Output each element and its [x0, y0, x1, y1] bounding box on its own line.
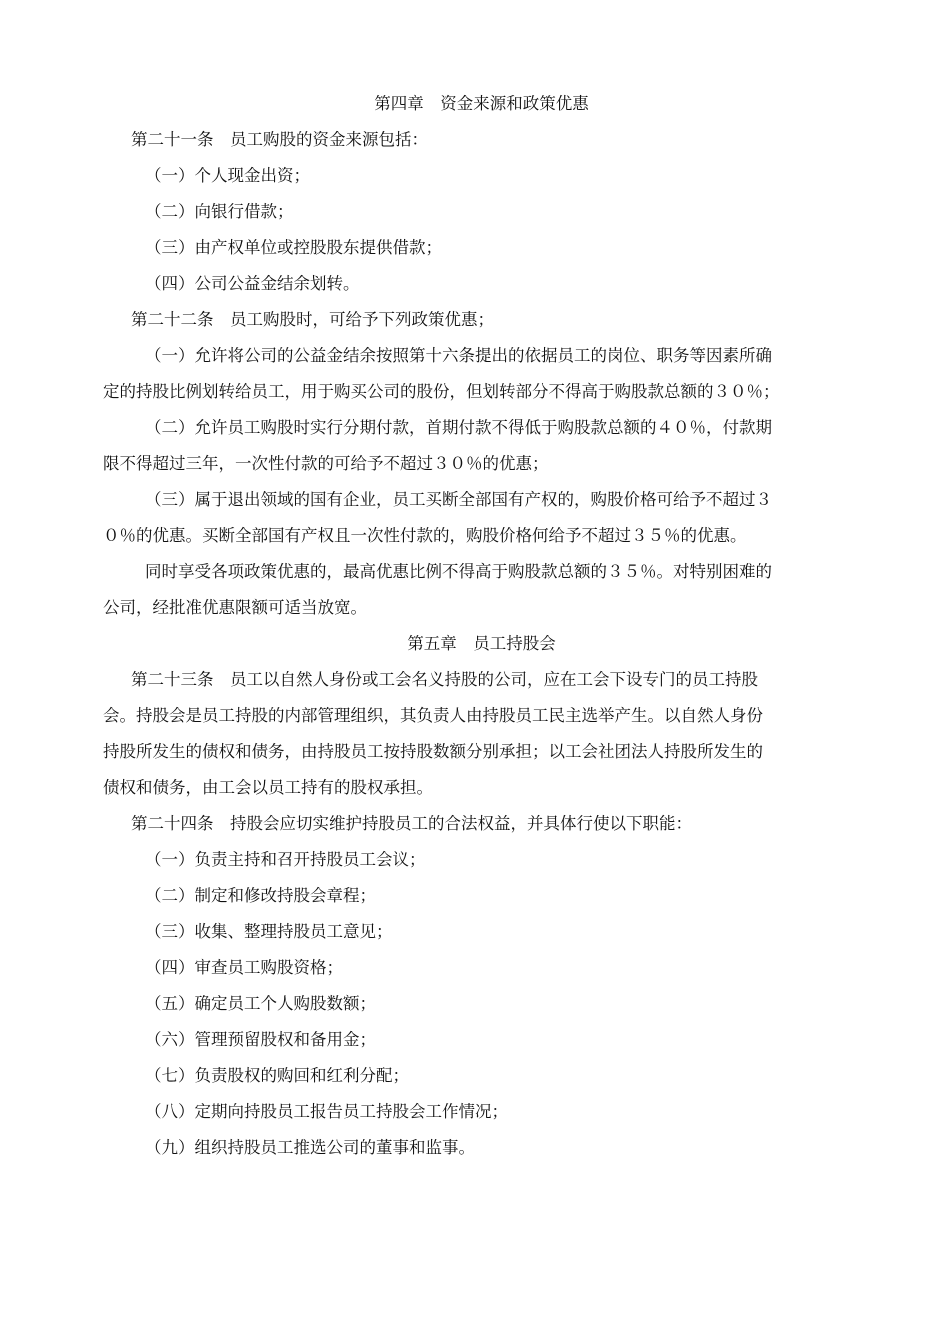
article-22-clause-3-line-2: ０％的优惠。买断全部国有产权且一次性付款的，购股价格何给予不超过３５％的优惠。	[103, 526, 747, 545]
article-22-clause-1-line-2: 定的持股比例划转给员工，用于购买公司的股份，但划转部分不得高于购股款总额的３０％；	[103, 382, 780, 401]
article-22-note-line-2: 公司，经批准优惠限额可适当放宽。	[103, 598, 367, 617]
article-23-line-2: 会。持股会是员工持股的内部管理组织，其负责人由持股员工民主选举产生。以自然人身份	[103, 706, 763, 725]
article-24-item-9: （九）组织持股员工推选公司的董事和监事。	[145, 1138, 475, 1157]
article-24-item-4: （四）审查员工购股资格；	[145, 958, 343, 977]
article-22-clause-2-line-1: （二）允许员工购股时实行分期付款，首期付款不得低于购股款总额的４０％，付款期	[145, 418, 772, 437]
article-24-heading: 第二十四条 持股会应切实维护持股员工的合法权益，并具体行使以下职能：	[131, 814, 692, 833]
article-21-heading: 第二十一条 员工购股的资金来源包括：	[131, 130, 428, 149]
article-24-item-2: （二）制定和修改持股会章程；	[145, 886, 376, 905]
chapter-4-title: 第四章 资金来源和政策优惠	[374, 94, 589, 113]
article-21-item-1: （一）个人现金出资；	[145, 166, 310, 185]
article-23-line-4: 债权和债务，由工会以员工持有的股权承担。	[103, 778, 433, 797]
article-24-item-1: （一）负责主持和召开持股员工会议；	[145, 850, 426, 869]
chapter-5-title: 第五章 员工持股会	[407, 634, 556, 653]
article-22-clause-2-line-2: 限不得超过三年，一次性付款的可给予不超过３０％的优惠；	[103, 454, 549, 473]
article-24-item-3: （三）收集、整理持股员工意见；	[145, 922, 393, 941]
article-21-item-3: （三）由产权单位或控股股东提供借款；	[145, 238, 442, 257]
article-23-line-1: 第二十三条 员工以自然人身份或工会名义持股的公司，应在工会下设专门的员工持股	[131, 670, 758, 689]
article-23-line-3: 持股所发生的债权和债务，由持股员工按持股数额分别承担；以工会社团法人持股所发生的	[103, 742, 763, 761]
article-22-note-line-1: 同时享受各项政策优惠的，最高优惠比例不得高于购股款总额的３５％。对特别困难的	[145, 562, 772, 581]
article-24-item-7: （七）负责股权的购回和红利分配；	[145, 1066, 409, 1085]
article-22-clause-1-line-1: （一）允许将公司的公益金结余按照第十六条提出的依据员工的岗位、职务等因素所确	[145, 346, 772, 365]
article-21-item-4: （四）公司公益金结余划转。	[145, 274, 360, 293]
article-24-item-5: （五）确定员工个人购股数额；	[145, 994, 376, 1013]
article-24-item-6: （六）管理预留股权和备用金；	[145, 1030, 376, 1049]
document-body	[103, 86, 860, 1166]
article-22-clause-3-line-1: （三）属于退出领域的国有企业，员工买断全部国有产权的，购股价格可给予不超过３	[145, 490, 772, 509]
article-22-heading: 第二十二条 员工购股时，可给予下列政策优惠；	[131, 310, 494, 329]
article-24-item-8: （八）定期向持股员工报告员工持股会工作情况；	[145, 1102, 508, 1121]
article-21-item-2: （二）向银行借款；	[145, 202, 294, 221]
